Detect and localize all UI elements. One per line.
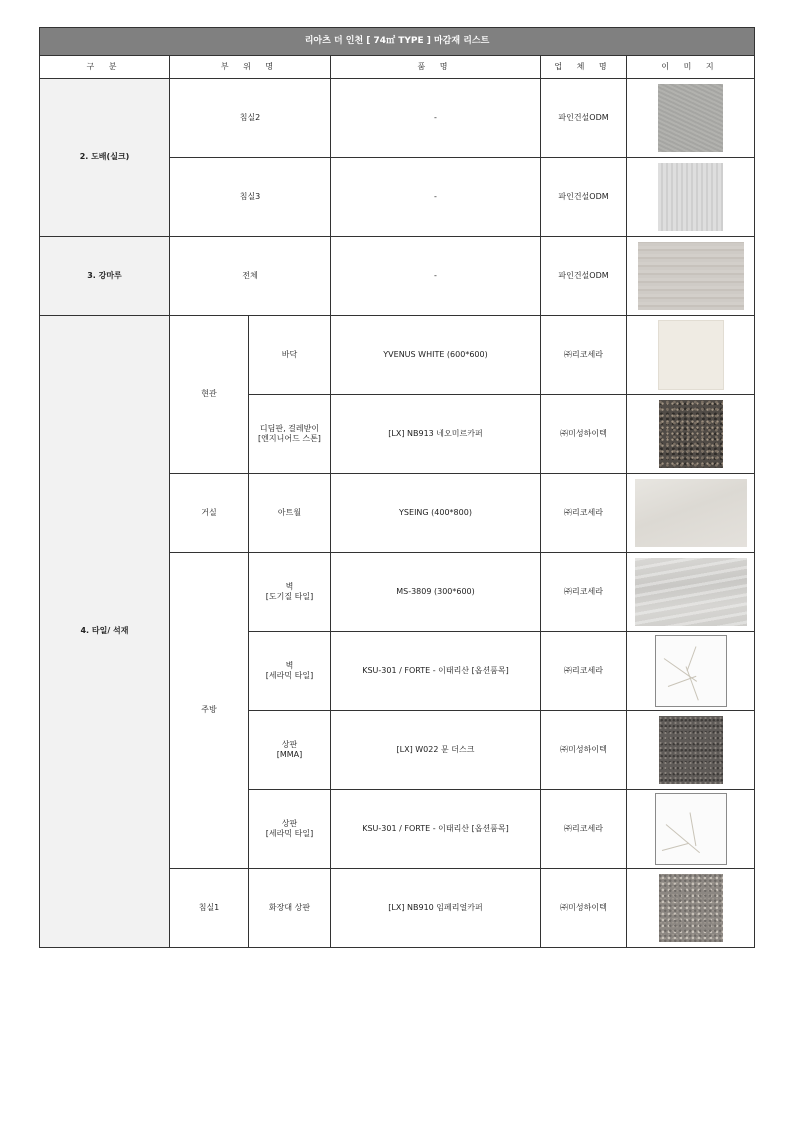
- product-cell: YSEING (400*800): [331, 474, 541, 553]
- vendor-cell: 파인건설ODM: [541, 158, 627, 237]
- image-cell: [627, 790, 755, 869]
- vendor-cell: ㈜미성하이텍: [541, 711, 627, 790]
- finish-materials-table: [39, 27, 755, 948]
- header-location: 부 위 명: [170, 56, 331, 79]
- image-cell: [627, 237, 755, 316]
- product-cell: [LX] NB910 임페리얼카퍼: [331, 869, 541, 948]
- table-row: [40, 79, 755, 158]
- wallpaper-texture-swatch-icon: [658, 163, 723, 231]
- header-product: 품 명: [331, 56, 541, 79]
- terrazzo-swatch-icon: [659, 400, 723, 468]
- product-cell: MS-3809 (300*600): [331, 553, 541, 632]
- location-cell: 바닥: [249, 316, 331, 395]
- image-cell: [627, 869, 755, 948]
- location-cell: 벽 [세라믹 타일]: [249, 632, 331, 711]
- product-cell: -: [331, 237, 541, 316]
- category-floor: 3. 강마루: [40, 237, 170, 316]
- image-cell: [627, 711, 755, 790]
- product-cell: KSU-301 / FORTE - 이태리산 [옵션품목]: [331, 632, 541, 711]
- image-cell: [627, 158, 755, 237]
- marble-swatch-icon: [655, 793, 727, 865]
- table-row: [40, 316, 755, 395]
- image-cell: [627, 474, 755, 553]
- location-cell: 아트월: [249, 474, 331, 553]
- category-wallpaper: 2. 도배(실크): [40, 79, 170, 237]
- vendor-cell: 파인건설ODM: [541, 79, 627, 158]
- image-cell: [627, 79, 755, 158]
- vendor-cell: ㈜미성하이텍: [541, 395, 627, 474]
- location-cell: 상판 [세라믹 타일]: [249, 790, 331, 869]
- product-cell: KSU-301 / FORTE - 이태리산 [옵션품목]: [331, 790, 541, 869]
- vendor-cell: ㈜리코세라: [541, 790, 627, 869]
- location-cell: 화장대 상판: [249, 869, 331, 948]
- header-category: 구 분: [40, 56, 170, 79]
- area-entrance: 현관: [170, 316, 249, 474]
- location-cell: 벽 [도기질 타일]: [249, 553, 331, 632]
- product-cell: -: [331, 158, 541, 237]
- vendor-cell: ㈜리코세라: [541, 632, 627, 711]
- vendor-cell: ㈜리코세라: [541, 553, 627, 632]
- cream-tile-swatch-icon: [658, 320, 724, 390]
- product-cell: -: [331, 79, 541, 158]
- area-bedroom1: 침실1: [170, 869, 249, 948]
- image-cell: [627, 632, 755, 711]
- terrazzo-swatch-icon: [659, 874, 723, 942]
- product-cell: [LX] W022 문 더스크: [331, 711, 541, 790]
- wallpaper-texture-swatch-icon: [658, 84, 723, 152]
- area-kitchen: 주방: [170, 553, 249, 869]
- area-living: 거실: [170, 474, 249, 553]
- sand-tile-swatch-icon: [635, 558, 747, 626]
- header-vendor: 업 체 명: [541, 56, 627, 79]
- vendor-cell: ㈜리코세라: [541, 316, 627, 395]
- vendor-cell: 파인건설ODM: [541, 237, 627, 316]
- category-tile: 4. 타일/ 석재: [40, 316, 170, 948]
- location-cell: 상판 [MMA]: [249, 711, 331, 790]
- table-row: [40, 237, 755, 316]
- wood-floor-swatch-icon: [638, 242, 744, 310]
- vendor-cell: ㈜리코세라: [541, 474, 627, 553]
- image-cell: [627, 395, 755, 474]
- image-cell: [627, 316, 755, 395]
- location-cell: 디딤판, 걸레받이 [엔지니어드 스톤]: [249, 395, 331, 474]
- stone-tile-swatch-icon: [635, 479, 747, 547]
- location-cell: 침실3: [170, 158, 331, 237]
- header-image: 이 미 지: [627, 56, 755, 79]
- location-cell: 전체: [170, 237, 331, 316]
- granite-swatch-icon: [659, 716, 723, 784]
- location-cell: 침실2: [170, 79, 331, 158]
- page-title: 리아츠 더 인천 [ 74㎡ TYPE ] 마감재 리스트: [40, 28, 755, 56]
- marble-swatch-icon: [655, 635, 727, 707]
- product-cell: YVENUS WHITE (600*600): [331, 316, 541, 395]
- vendor-cell: ㈜미성하이텍: [541, 869, 627, 948]
- product-cell: [LX] NB913 네오미르카퍼: [331, 395, 541, 474]
- image-cell: [627, 553, 755, 632]
